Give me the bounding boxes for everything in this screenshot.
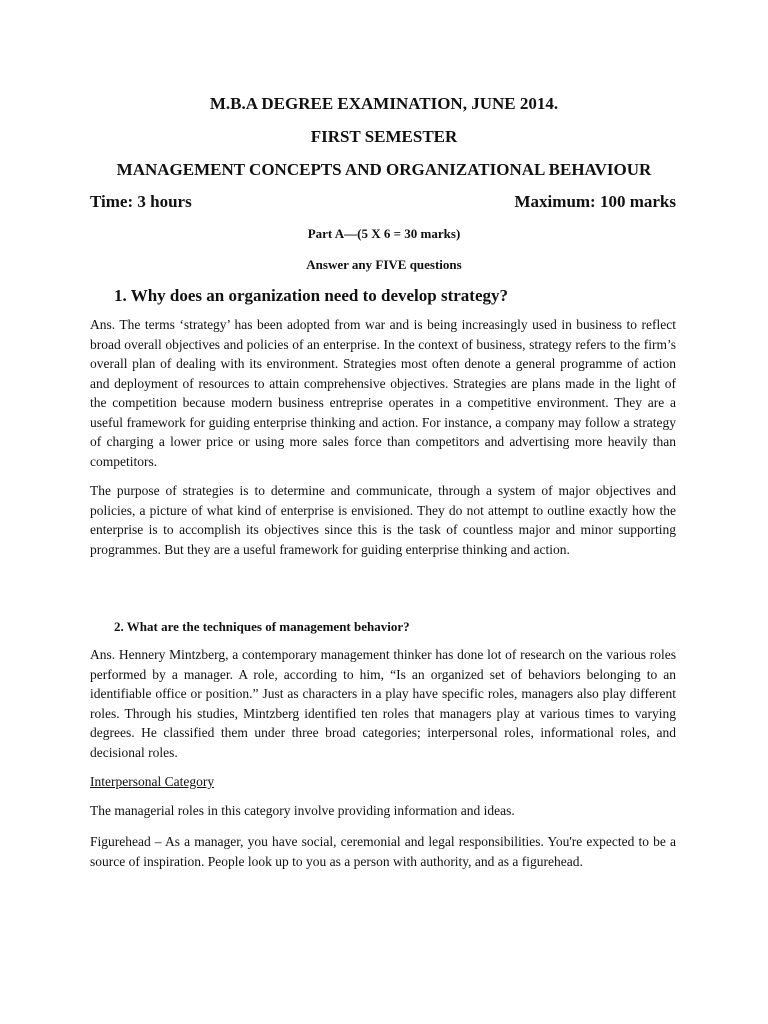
answer-2-paragraph-2: The managerial roles in this category involve providing information and ideas. bbox=[90, 803, 515, 818]
answer-2-paragraph-3: Figurehead – As a manager, you have social, ceremonial and legal responsibilities. You're expected to be a source of inspiration. People look up to you as a person with authority, and as a figurehead. bbox=[90, 834, 676, 869]
time-label: Time: 3 hours bbox=[90, 192, 192, 211]
question-1: 1. Why does an organization need to develop strategy? bbox=[114, 286, 508, 305]
max-marks-label: Maximum: 100 marks bbox=[514, 192, 676, 211]
answer-2-paragraph-1: Ans. Hennery Mintzberg, a contemporary management thinker has done lot of research on the various roles performed by a manager. A role, according to him, “Is an organized set of behaviors belonging to an identifiable office or position.” Just as characters in a play have specific roles, managers also play different roles. Through his studies, Mintzberg identified ten roles that managers play at various times to varying degrees. He classified them under three broad categories; interpersonal roles, informational roles, and decisional roles. bbox=[90, 647, 676, 760]
part-heading: Part A—(5 X 6 = 30 marks) bbox=[307, 226, 461, 241]
interpersonal-category-subheading: Interpersonal Category bbox=[90, 774, 215, 789]
exam-title: M.B.A DEGREE EXAMINATION, JUNE 2014. bbox=[209, 94, 559, 113]
answer-1-paragraph-2: The purpose of strategies is to determine and communicate, through a system of major objectives and policies, a picture of what kind of enterprise is envisioned. They do not attempt to outline exactly how the enterprise is to accomplish its objectives since this is the task of countless major and minor supporting programmes. But they are a useful framework for guiding enterprise thinking and action. bbox=[90, 483, 676, 557]
subject-heading: MANAGEMENT CONCEPTS AND ORGANIZATIONAL BEHAVIOUR bbox=[116, 160, 652, 179]
instruction-text: Answer any FIVE questions bbox=[306, 257, 462, 272]
semester-heading: FIRST SEMESTER bbox=[310, 127, 458, 146]
answer-1-paragraph-1: Ans. The terms ‘strategy’ has been adopted from war and is being increasingly used in business to reflect broad overall objectives and policies of an enterprise. In the context of business, strategy refers to the firm’s overall plan of dealing with its environment. Strategies most often denote a general programme of action and deployment of resources to attain comprehensive objectives. Strategies are plans made in the light of the competition because modern business entreprise operates in a competitive environment. They are a useful framework for guiding enterprise thinking and action. For instance, a company may follow a strategy of charging a lower price or using more sales force than competitors and advertising more heavily than competitors. bbox=[90, 317, 676, 469]
question-2: 2. What are the techniques of management behavior? bbox=[114, 619, 410, 634]
